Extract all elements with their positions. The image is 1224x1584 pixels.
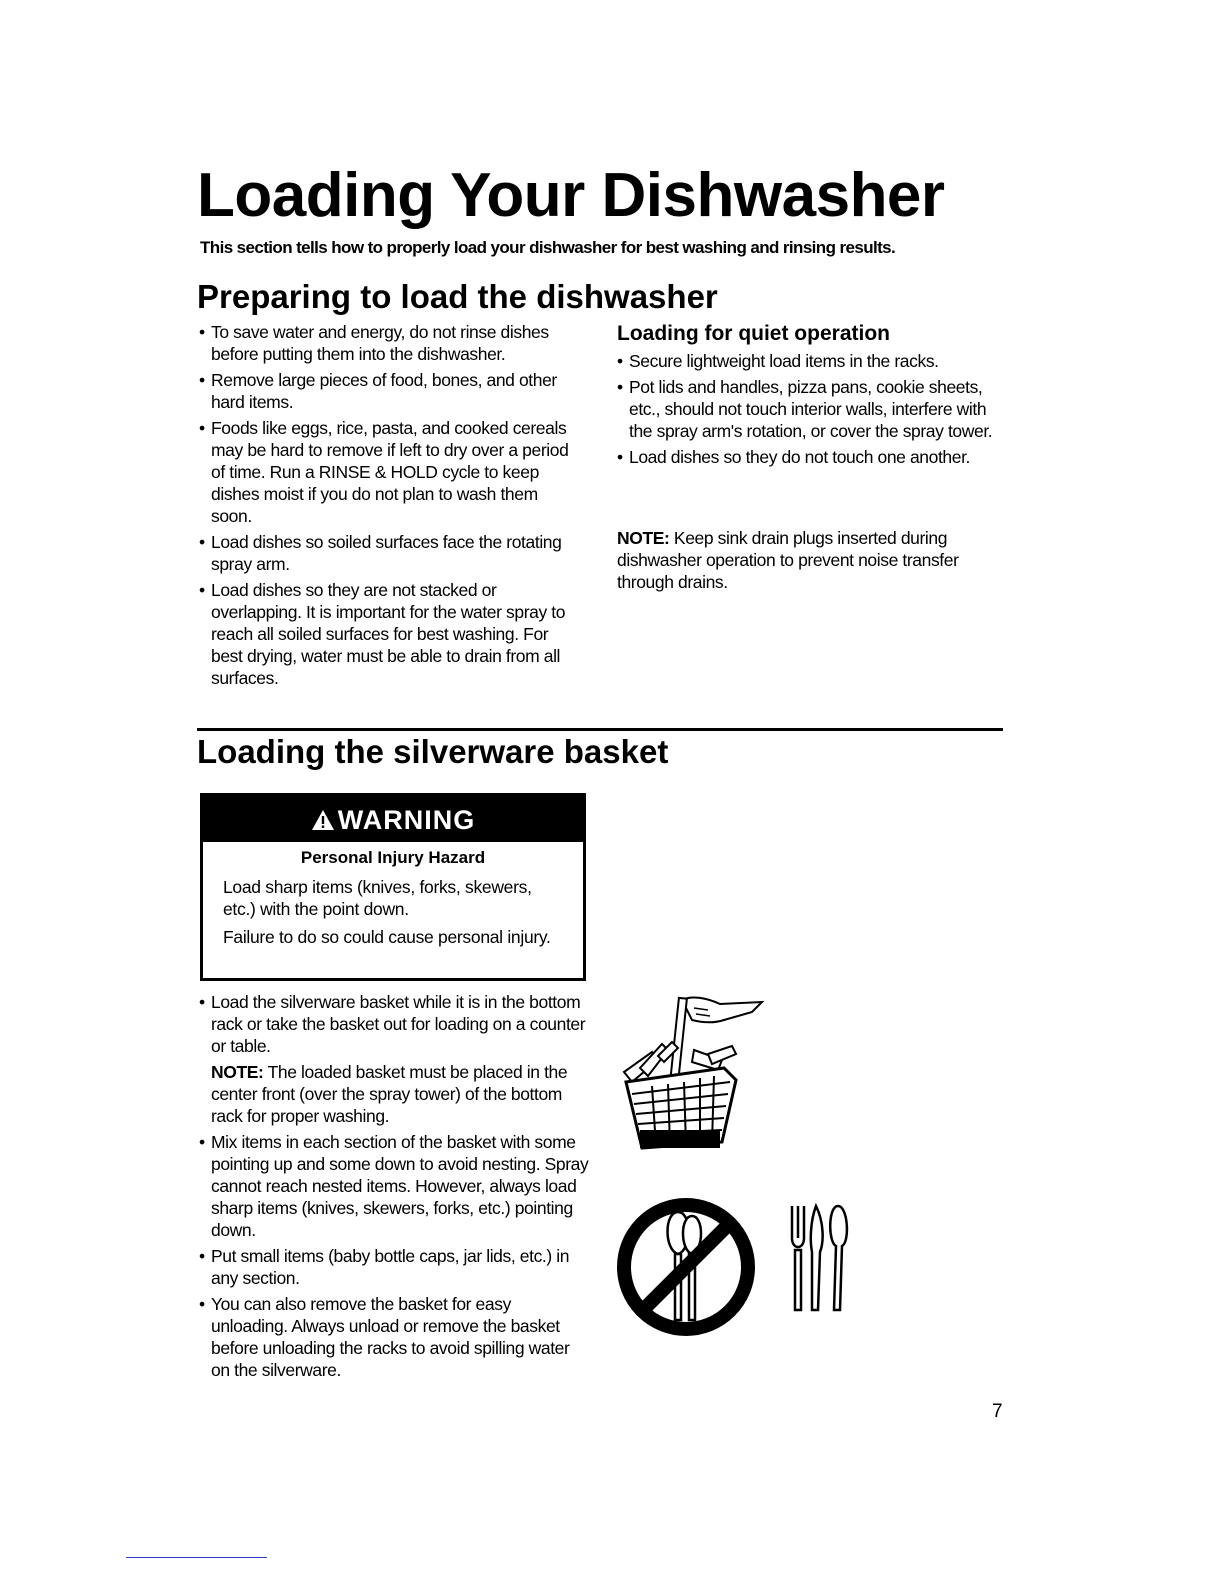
list-item: • Load the silverware basket while it is in the bottom rack or take the basket out for loading on a counter or table. [199, 991, 589, 1057]
quiet-note [617, 527, 977, 593]
silverware-heading: Loading the silverware basket [197, 733, 669, 770]
page-title: Loading Your Dishwasher [197, 161, 945, 230]
warning-triangle-icon [311, 809, 335, 831]
list-item: • Mix items in each section of the basket with some pointing up and some down to avoid nesting. Spray cannot reach nested items. However, always load sharp items (knives, skewers, forks, etc.) pointing down. [199, 1131, 589, 1241]
preparing-list [199, 321, 581, 693]
note-label: NOTE: [617, 528, 670, 548]
warning-text: Load sharp items (knives, forks, skewers, etc.) with the point down. [223, 877, 532, 919]
no-nesting-illustration [616, 1192, 856, 1342]
quiet-list [617, 350, 1002, 472]
warning-box [200, 793, 586, 981]
warning-header [203, 796, 583, 842]
section-divider [197, 728, 1003, 731]
silverware-basket-illustration [612, 990, 772, 1150]
warning-subtitle: Personal Injury Hazard [300, 848, 486, 867]
list-item: • You can also remove the basket for easy unloading. Always unload or remove the basket before unloading the racks to avoid spilling water on the silverware. [199, 1293, 589, 1381]
list-item: • Load dishes so they do not touch one another. [617, 446, 1002, 468]
quiet-heading: Loading for quiet operation [617, 322, 890, 345]
intro-text: This section tells how to properly load your dishwasher for best washing and rinsing results. [200, 238, 896, 257]
list-item: • Pot lids and handles, pizza pans, cookie sheets, etc., should not touch interior walls, interfere with the spray arm's rotation, or cover the spray tower. [617, 376, 1002, 442]
list-item: • Foods like eggs, rice, pasta, and cooked cereals may be hard to remove if left to dry over a period of time. Run a RINSE & HOLD cycle to keep dishes moist if you do not plan to wash them soon. [199, 417, 581, 527]
list-item: • Secure lightweight load items in the racks. [617, 350, 1002, 372]
list-item: • Load dishes so soiled surfaces face the rotating spray arm. [199, 531, 581, 575]
warning-text: Failure to do so could cause personal injury. [223, 927, 551, 947]
list-item: • To save water and energy, do not rinse dishes before putting them into the dishwasher. [199, 321, 581, 365]
list-item: • Remove large pieces of food, bones, and other hard items. [199, 369, 581, 413]
note-label: NOTE: [211, 1062, 264, 1082]
list-item: • Put small items (baby bottle caps, jar lids, etc.) in any section. [199, 1245, 589, 1289]
silverware-note [199, 1061, 589, 1127]
silverware-list [199, 991, 589, 1385]
preparing-heading: Preparing to load the dishwasher [197, 278, 718, 315]
list-item: • Load dishes so they are not stacked or overlapping. It is important for the water spray to reach all soiled surfaces for best washing. For best drying, water must be able to drain from all surfaces. [199, 579, 581, 689]
warning-title: WARNING [337, 805, 476, 835]
footer-rule [126, 1557, 267, 1558]
note-text: The loaded basket must be placed in the center front (over the spray tower) of the bottom rack for proper washing. [211, 1062, 568, 1126]
note-text: Keep sink drain plugs inserted during dishwasher operation to prevent noise transfer through drains. [617, 528, 959, 592]
page-number: 7 [992, 1401, 1003, 1422]
